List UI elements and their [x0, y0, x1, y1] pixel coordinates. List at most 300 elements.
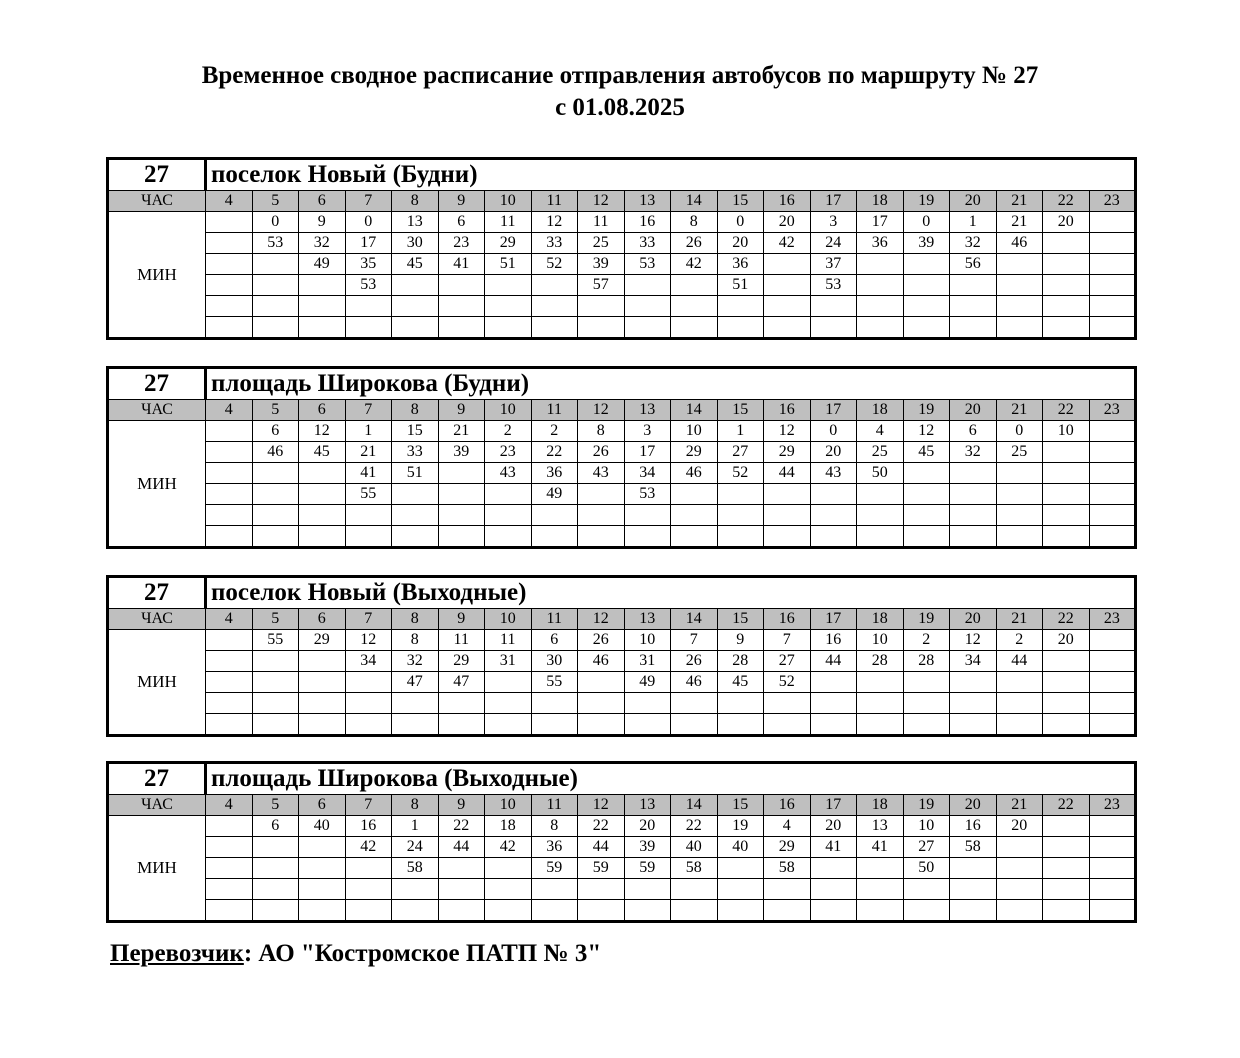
minute-cell — [810, 317, 857, 339]
minute-cell — [206, 275, 253, 296]
minute-cell — [1089, 212, 1136, 233]
minute-cell: 44 — [578, 837, 625, 858]
minute-cell: 21 — [996, 212, 1043, 233]
minute-cell: 2 — [996, 630, 1043, 651]
minute-cell — [485, 900, 532, 922]
minute-cell: 3 — [624, 421, 671, 442]
minute-cell — [764, 296, 811, 317]
minute-cell — [903, 693, 950, 714]
hour-label: ЧАС — [108, 795, 206, 816]
minute-cell — [299, 837, 346, 858]
minute-cell: 17 — [345, 233, 392, 254]
minute-cell: 58 — [950, 837, 997, 858]
minute-cell — [392, 275, 439, 296]
minute-cell — [857, 317, 904, 339]
minute-cell — [903, 672, 950, 693]
minute-cell: 27 — [717, 442, 764, 463]
minute-cell — [206, 233, 253, 254]
minute-cell — [996, 463, 1043, 484]
minute-cell — [485, 275, 532, 296]
minute-cell — [903, 714, 950, 736]
minute-cell — [1089, 275, 1136, 296]
route-number: 27 — [108, 577, 206, 609]
minute-cell — [252, 254, 299, 275]
minute-cell — [671, 526, 718, 548]
hour-cell: 15 — [717, 400, 764, 421]
minute-cell: 44 — [438, 837, 485, 858]
minute-cell — [345, 858, 392, 879]
minute-cell: 43 — [578, 463, 625, 484]
minute-cell — [438, 714, 485, 736]
minute-cell — [531, 879, 578, 900]
minute-cell — [996, 879, 1043, 900]
minute-cell — [996, 484, 1043, 505]
minutes-row — [108, 296, 1136, 317]
title-line-2: с 01.08.2025 — [555, 94, 685, 121]
minute-cell — [531, 275, 578, 296]
hour-cell: 19 — [903, 609, 950, 630]
minute-cell — [717, 879, 764, 900]
hour-cell: 4 — [206, 795, 253, 816]
minute-cell — [857, 484, 904, 505]
minutes-row — [108, 421, 1136, 442]
minute-cell: 47 — [438, 672, 485, 693]
hour-cell: 12 — [578, 191, 625, 212]
minute-cell — [810, 526, 857, 548]
minute-cell: 13 — [392, 212, 439, 233]
minute-cell — [206, 816, 253, 837]
minute-cell: 3 — [810, 212, 857, 233]
hour-cell: 19 — [903, 191, 950, 212]
hour-cell: 21 — [996, 400, 1043, 421]
minute-cell — [671, 879, 718, 900]
minutes-row — [108, 816, 1136, 837]
minute-cell — [531, 900, 578, 922]
minute-label: МИН — [108, 421, 206, 548]
carrier-label: Перевозчик — [110, 940, 244, 967]
minute-cell: 29 — [299, 630, 346, 651]
hour-cell: 11 — [531, 400, 578, 421]
minute-cell: 25 — [578, 233, 625, 254]
minute-cell: 6 — [531, 630, 578, 651]
minute-cell — [345, 879, 392, 900]
minute-cell: 59 — [624, 858, 671, 879]
minute-cell: 49 — [531, 484, 578, 505]
minute-label: МИН — [108, 816, 206, 922]
minute-cell — [624, 317, 671, 339]
minute-cell — [206, 484, 253, 505]
minute-cell — [764, 254, 811, 275]
hour-cell: 9 — [438, 795, 485, 816]
minute-cell — [950, 275, 997, 296]
minute-cell — [392, 693, 439, 714]
minute-cell — [624, 900, 671, 922]
minute-cell — [996, 837, 1043, 858]
minute-cell: 31 — [485, 651, 532, 672]
minute-cell: 15 — [392, 421, 439, 442]
minute-cell — [438, 317, 485, 339]
minute-cell: 22 — [671, 816, 718, 837]
minute-cell — [903, 900, 950, 922]
minute-cell — [764, 693, 811, 714]
minute-cell — [299, 714, 346, 736]
minute-cell — [903, 526, 950, 548]
minute-cell — [299, 296, 346, 317]
minute-cell — [206, 672, 253, 693]
hour-cell: 4 — [206, 400, 253, 421]
minute-cell: 44 — [810, 651, 857, 672]
minute-cell — [996, 900, 1043, 922]
minute-cell — [438, 296, 485, 317]
minute-cell — [717, 858, 764, 879]
minute-cell — [671, 317, 718, 339]
minutes-row — [108, 463, 1136, 484]
route-direction-title: поселок Новый (Выходные) — [206, 577, 1136, 609]
title-line-1: Временное сводное расписание отправления автобусов по маршруту № 27 — [201, 62, 1039, 89]
minute-cell — [531, 317, 578, 339]
minute-cell — [206, 212, 253, 233]
minute-cell: 50 — [903, 858, 950, 879]
minute-cell — [345, 505, 392, 526]
minute-cell: 27 — [903, 837, 950, 858]
minute-cell — [1043, 672, 1090, 693]
minute-cell: 29 — [764, 837, 811, 858]
hour-cell: 10 — [485, 609, 532, 630]
route-direction-title: поселок Новый (Будни) — [206, 159, 1136, 191]
minute-cell: 12 — [299, 421, 346, 442]
schedule-table — [106, 575, 1137, 737]
minute-cell — [1089, 858, 1136, 879]
minute-cell — [299, 672, 346, 693]
minute-cell — [1043, 463, 1090, 484]
minute-cell: 51 — [392, 463, 439, 484]
minute-cell: 20 — [996, 816, 1043, 837]
minute-cell: 45 — [717, 672, 764, 693]
minute-cell — [1089, 442, 1136, 463]
minute-cell — [299, 858, 346, 879]
minute-cell: 10 — [857, 630, 904, 651]
minute-cell — [903, 317, 950, 339]
minute-cell — [810, 714, 857, 736]
hour-cell: 7 — [345, 795, 392, 816]
minute-cell: 43 — [485, 463, 532, 484]
minute-cell: 20 — [810, 816, 857, 837]
minute-cell: 0 — [345, 212, 392, 233]
minute-cell — [1089, 693, 1136, 714]
hour-cell: 8 — [392, 400, 439, 421]
minute-cell — [1089, 900, 1136, 922]
minutes-row — [108, 254, 1136, 275]
minute-cell — [578, 693, 625, 714]
minutes-row — [108, 714, 1136, 736]
minute-cell: 1 — [717, 421, 764, 442]
minute-cell: 0 — [996, 421, 1043, 442]
minute-cell — [438, 879, 485, 900]
minute-cell — [206, 714, 253, 736]
minute-cell: 8 — [392, 630, 439, 651]
minute-cell: 55 — [252, 630, 299, 651]
minutes-row — [108, 505, 1136, 526]
minute-cell — [438, 693, 485, 714]
minute-cell: 6 — [252, 816, 299, 837]
minutes-row — [108, 630, 1136, 651]
minute-cell — [996, 505, 1043, 526]
minute-cell — [252, 296, 299, 317]
minute-cell — [717, 484, 764, 505]
minutes-row — [108, 837, 1136, 858]
minute-cell — [857, 296, 904, 317]
hour-cell: 18 — [857, 191, 904, 212]
minute-cell — [578, 526, 625, 548]
hour-cell: 7 — [345, 400, 392, 421]
minute-cell — [671, 714, 718, 736]
minute-cell: 34 — [345, 651, 392, 672]
hour-cell: 16 — [764, 191, 811, 212]
minute-cell: 42 — [764, 233, 811, 254]
minute-cell — [345, 526, 392, 548]
minute-cell — [299, 484, 346, 505]
minutes-row — [108, 275, 1136, 296]
minute-cell: 1 — [950, 212, 997, 233]
route-number: 27 — [108, 763, 206, 795]
minute-cell — [857, 858, 904, 879]
minute-cell: 24 — [392, 837, 439, 858]
minute-cell — [1089, 317, 1136, 339]
minutes-row — [108, 484, 1136, 505]
minute-cell — [345, 900, 392, 922]
minute-cell — [578, 879, 625, 900]
minute-cell — [671, 900, 718, 922]
minute-cell: 0 — [903, 212, 950, 233]
minute-cell — [764, 275, 811, 296]
minute-cell: 4 — [857, 421, 904, 442]
minute-cell — [252, 484, 299, 505]
hour-cell: 18 — [857, 795, 904, 816]
hour-cell: 14 — [671, 795, 718, 816]
minute-cell: 42 — [485, 837, 532, 858]
minute-cell — [857, 693, 904, 714]
hour-cell: 22 — [1043, 400, 1090, 421]
minute-cell — [764, 714, 811, 736]
hour-cell: 17 — [810, 795, 857, 816]
minute-cell — [996, 275, 1043, 296]
minute-cell — [345, 672, 392, 693]
hour-cell: 22 — [1043, 609, 1090, 630]
minute-cell: 0 — [810, 421, 857, 442]
hour-cell: 8 — [392, 609, 439, 630]
minute-cell — [903, 296, 950, 317]
minute-cell: 20 — [1043, 212, 1090, 233]
hour-cell: 9 — [438, 400, 485, 421]
hour-cell: 14 — [671, 191, 718, 212]
minute-cell — [764, 900, 811, 922]
minute-cell: 55 — [531, 672, 578, 693]
minute-cell — [206, 505, 253, 526]
minute-cell: 26 — [671, 233, 718, 254]
minutes-row — [108, 233, 1136, 254]
minute-cell: 12 — [903, 421, 950, 442]
minute-cell — [438, 275, 485, 296]
minute-cell: 40 — [299, 816, 346, 837]
minute-cell: 9 — [717, 630, 764, 651]
minute-cell: 52 — [764, 672, 811, 693]
route-number: 27 — [108, 368, 206, 400]
minute-cell: 29 — [671, 442, 718, 463]
minute-cell — [252, 463, 299, 484]
minute-cell: 28 — [903, 651, 950, 672]
hour-cell: 9 — [438, 191, 485, 212]
minute-cell — [1089, 672, 1136, 693]
hour-cell: 4 — [206, 191, 253, 212]
minute-cell — [345, 296, 392, 317]
minute-cell — [299, 317, 346, 339]
minute-cell — [857, 900, 904, 922]
minute-cell: 58 — [392, 858, 439, 879]
minute-cell: 20 — [717, 233, 764, 254]
minute-cell — [531, 296, 578, 317]
minute-cell: 12 — [345, 630, 392, 651]
minute-cell: 36 — [531, 463, 578, 484]
hour-cell: 23 — [1089, 795, 1136, 816]
minute-cell — [252, 879, 299, 900]
minute-cell — [206, 693, 253, 714]
minute-cell — [717, 900, 764, 922]
minute-cell — [624, 505, 671, 526]
minute-cell — [1089, 816, 1136, 837]
minute-cell — [857, 254, 904, 275]
minute-cell — [903, 463, 950, 484]
minute-cell: 32 — [950, 233, 997, 254]
route-direction-title: площадь Широкова (Будни) — [206, 368, 1136, 400]
hour-cell: 4 — [206, 609, 253, 630]
minute-cell: 36 — [857, 233, 904, 254]
minute-cell: 17 — [624, 442, 671, 463]
minute-cell: 53 — [252, 233, 299, 254]
minute-cell — [1089, 505, 1136, 526]
minute-cell — [624, 275, 671, 296]
minute-cell — [1043, 233, 1090, 254]
minute-cell: 52 — [717, 463, 764, 484]
minute-cell — [810, 505, 857, 526]
minute-cell — [1089, 651, 1136, 672]
minute-cell — [578, 505, 625, 526]
minute-cell — [810, 693, 857, 714]
minute-cell: 21 — [345, 442, 392, 463]
minute-cell — [252, 275, 299, 296]
minute-cell — [485, 879, 532, 900]
minute-cell: 46 — [578, 651, 625, 672]
minute-cell: 7 — [764, 630, 811, 651]
hour-cell: 5 — [252, 609, 299, 630]
hour-cell: 16 — [764, 795, 811, 816]
hour-cell: 10 — [485, 795, 532, 816]
minute-cell — [1089, 484, 1136, 505]
minute-cell — [578, 672, 625, 693]
minute-cell: 10 — [624, 630, 671, 651]
minute-cell — [252, 651, 299, 672]
minute-cell: 56 — [950, 254, 997, 275]
minute-cell — [252, 317, 299, 339]
minute-cell — [1089, 254, 1136, 275]
hour-cell: 16 — [764, 609, 811, 630]
minute-cell — [206, 651, 253, 672]
minute-cell: 55 — [345, 484, 392, 505]
minute-cell — [206, 837, 253, 858]
minute-label: МИН — [108, 212, 206, 339]
hour-cell: 13 — [624, 191, 671, 212]
minute-cell: 31 — [624, 651, 671, 672]
minute-cell — [252, 505, 299, 526]
hour-cell: 17 — [810, 191, 857, 212]
minute-cell: 58 — [671, 858, 718, 879]
minute-cell — [438, 505, 485, 526]
minute-cell — [764, 879, 811, 900]
hour-cell: 23 — [1089, 191, 1136, 212]
hour-cell: 11 — [531, 609, 578, 630]
minute-cell: 33 — [531, 233, 578, 254]
hour-cell: 17 — [810, 400, 857, 421]
minute-cell — [1043, 505, 1090, 526]
minute-cell — [299, 526, 346, 548]
minute-cell — [1043, 526, 1090, 548]
minute-cell: 32 — [392, 651, 439, 672]
minute-cell — [299, 693, 346, 714]
hour-cell: 8 — [392, 191, 439, 212]
minute-cell — [671, 484, 718, 505]
minute-cell — [996, 714, 1043, 736]
minute-cell — [345, 693, 392, 714]
hour-cell: 12 — [578, 609, 625, 630]
minute-cell — [299, 879, 346, 900]
minute-cell — [299, 275, 346, 296]
minute-cell: 45 — [903, 442, 950, 463]
hour-cell: 11 — [531, 795, 578, 816]
minute-cell — [438, 463, 485, 484]
minute-cell: 29 — [438, 651, 485, 672]
minute-cell: 20 — [764, 212, 811, 233]
hour-cell: 19 — [903, 400, 950, 421]
minute-cell: 6 — [950, 421, 997, 442]
minute-cell: 44 — [764, 463, 811, 484]
minute-cell — [206, 900, 253, 922]
minutes-row — [108, 879, 1136, 900]
hour-cell: 18 — [857, 609, 904, 630]
minute-cell — [578, 484, 625, 505]
minute-cell: 25 — [857, 442, 904, 463]
minute-cell: 22 — [578, 816, 625, 837]
hour-cell: 21 — [996, 609, 1043, 630]
minute-cell: 41 — [345, 463, 392, 484]
minute-cell — [392, 505, 439, 526]
minute-cell — [810, 900, 857, 922]
minute-cell — [857, 672, 904, 693]
minute-cell: 52 — [531, 254, 578, 275]
minute-cell: 26 — [578, 630, 625, 651]
minute-cell: 39 — [624, 837, 671, 858]
minute-cell — [1089, 296, 1136, 317]
minute-cell: 41 — [810, 837, 857, 858]
minute-cell: 2 — [531, 421, 578, 442]
minute-cell: 11 — [438, 630, 485, 651]
minute-cell: 27 — [764, 651, 811, 672]
minute-cell — [996, 254, 1043, 275]
minute-cell: 12 — [950, 630, 997, 651]
minute-cell — [485, 484, 532, 505]
minute-cell — [810, 858, 857, 879]
minute-cell — [1043, 317, 1090, 339]
minute-cell: 10 — [671, 421, 718, 442]
minute-cell — [531, 714, 578, 736]
